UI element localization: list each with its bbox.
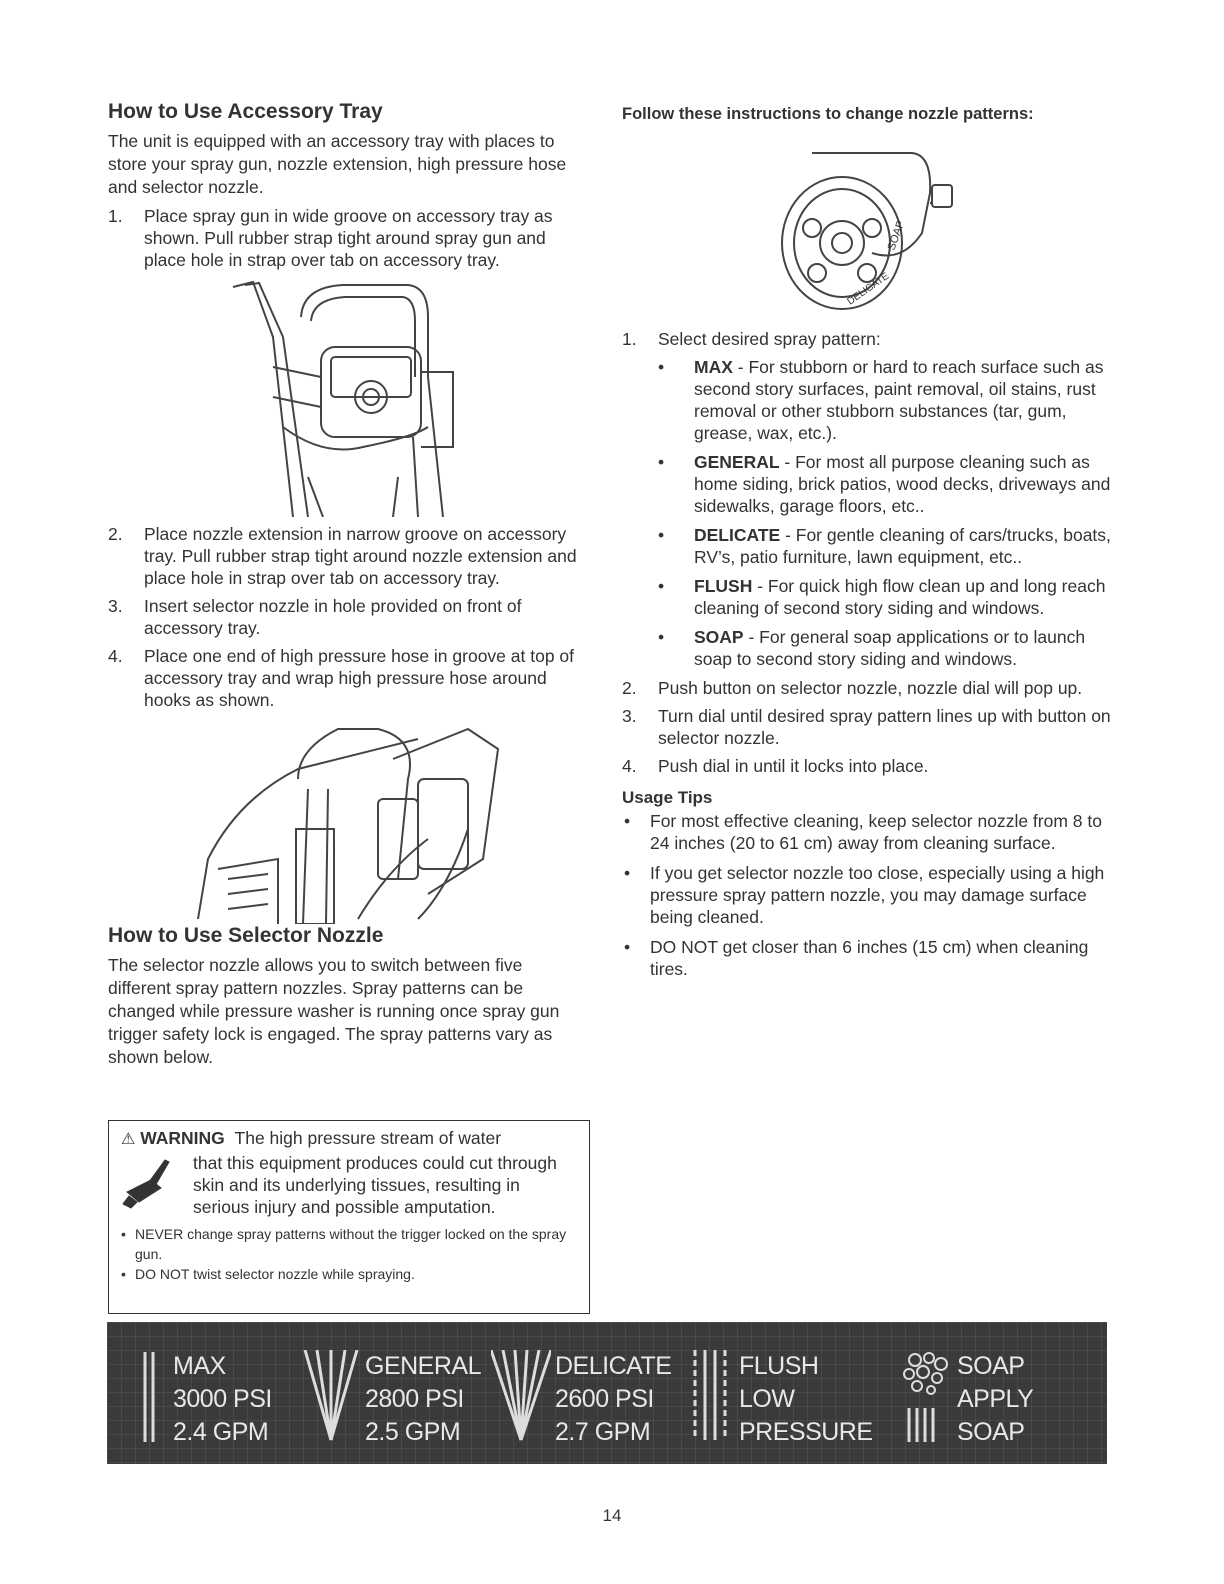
tray-steps-a (108, 205, 588, 271)
selector-section-title: How to Use Selector Nozzle (108, 924, 384, 947)
general-pattern-icon (303, 1350, 359, 1442)
delicate-pattern-icon (491, 1350, 551, 1442)
nozzle-delicate-label: DELICATE (845, 270, 892, 308)
warning-label: WARNING (140, 1128, 225, 1148)
pattern-item: • MAX - For stubborn or hard to reach surface such as second story surfaces, paint removal, oil stains, rust removal or other stubborn substances (tar, gum, grease, wax, etc.). (658, 356, 1112, 444)
left-column (108, 100, 588, 1069)
nozzle-soap-label: SOAP (885, 219, 908, 253)
list-item: • DO NOT get closer than 6 inches (15 cm) when cleaning tires. (622, 936, 1112, 980)
pattern-item: • FLUSH - For quick high flow clean up and long reach cleaning of second story siding and windows. (658, 575, 1112, 619)
pattern-max: MAX 3000 PSI 2.4 GPM (173, 1352, 272, 1446)
pattern-item: • SOAP - For general soap applications or to launch soap to second story siding and windows. (658, 626, 1112, 670)
spray-pattern-list (658, 356, 1112, 670)
tray-section-title: How to Use Accessory Tray (108, 100, 383, 123)
spray-pattern-band (107, 1322, 1107, 1464)
warning-triangle-icon: ⚠ (121, 1131, 136, 1148)
warning-body (121, 1152, 577, 1218)
right-column (622, 104, 1112, 988)
flush-pattern-icon (691, 1350, 731, 1442)
list-item: 1. Place spray gun in wide groove on accessory tray as shown. Pull rubber strap tight around spray gun and place hole in strap over tab on accessory tray. (108, 206, 553, 270)
selector-intro: The selector nozzle allows you to switch between five different spray pattern nozzles. Spray patterns can be changed while pressure washer is running once spray gun trigger safety lock is engaged. The spray patterns vary as shown below. (108, 955, 560, 1067)
warning-bullets (121, 1224, 577, 1284)
warning-box (108, 1120, 590, 1314)
max-pattern-icon (141, 1352, 161, 1442)
pattern-general: GENERAL 2800 PSI 2.5 GPM (365, 1352, 481, 1446)
spray-gun-tray-illustration (213, 277, 483, 517)
nozzle-step-1 (622, 328, 1112, 350)
hose-hooks-illustration (178, 719, 518, 924)
list-item: 4. Place one end of high pressure hose in groove at top of accessory tray and wrap high pressure hose around hooks as shown. (108, 646, 575, 710)
soap-pattern-icon (895, 1350, 955, 1442)
warning-lead: The high pressure stream of water (234, 1128, 502, 1148)
list-item: • DO NOT twist selector nozzle while spraying. (121, 1264, 577, 1284)
page-number: 14 (602, 1506, 622, 1525)
list-item: 4. Push dial in until it locks into place. (622, 756, 929, 776)
warning-heading (121, 1127, 577, 1151)
list-item: 2. Place nozzle extension in narrow groove on accessory tray. Pull rubber strap tight around nozzle extension and place hole in strap over tab on accessory tray. (108, 524, 577, 588)
pattern-flush: FLUSH LOW PRESSURE (739, 1352, 873, 1446)
list-item: 3. Turn dial until desired spray pattern lines up with button on selector nozzle. (622, 706, 1111, 748)
list-item: • For most effective cleaning, keep selector nozzle from 8 to 24 inches (20 to 61 cm) away from cleaning surface. (622, 810, 1112, 854)
nozzle-steps-rest (622, 677, 1112, 777)
selector-nozzle-illustration (772, 133, 962, 318)
list-item: • If you get selector nozzle too close, especially using a high pressure spray pattern nozzle, you may damage surface being cleaned. (622, 862, 1112, 928)
list-item: • NEVER change spray patterns without the trigger locked on the spray gun. (121, 1224, 577, 1264)
injection-hazard-icon (121, 1152, 177, 1212)
warning-text: that this equipment produces could cut through skin and its underlying tissues, resulting in serious injury and possible amputation. (193, 1153, 557, 1217)
tray-intro: The unit is equipped with an accessory tray with places to store your spray gun, nozzle extension, high pressure hose and selector nozzle. (108, 131, 567, 197)
pattern-soap: SOAP APPLY SOAP (957, 1352, 1034, 1446)
list-item: 2. Push button on selector nozzle, nozzle dial will pop up. (622, 678, 1083, 698)
list-item: 3. Insert selector nozzle in hole provided on front of accessory tray. (108, 596, 522, 638)
usage-tips-title: Usage Tips (622, 788, 713, 807)
pattern-item: • GENERAL - For most all purpose cleaning such as home siding, brick patios, wood decks, driveways and sidewalks, garage floors, etc.. (658, 451, 1112, 517)
pattern-item: • DELICATE - For gentle cleaning of cars/trucks, boats, RV’s, patio furniture, lawn equipment, etc.. (658, 524, 1112, 568)
nozzle-instructions-title: Follow these instructions to change nozzle patterns: (622, 105, 1034, 123)
list-item: 1. Select desired spray pattern: (622, 329, 881, 349)
usage-tips-list (622, 810, 1112, 980)
pattern-delicate: DELICATE 2600 PSI 2.7 GPM (555, 1352, 672, 1446)
tray-steps-b (108, 523, 588, 711)
